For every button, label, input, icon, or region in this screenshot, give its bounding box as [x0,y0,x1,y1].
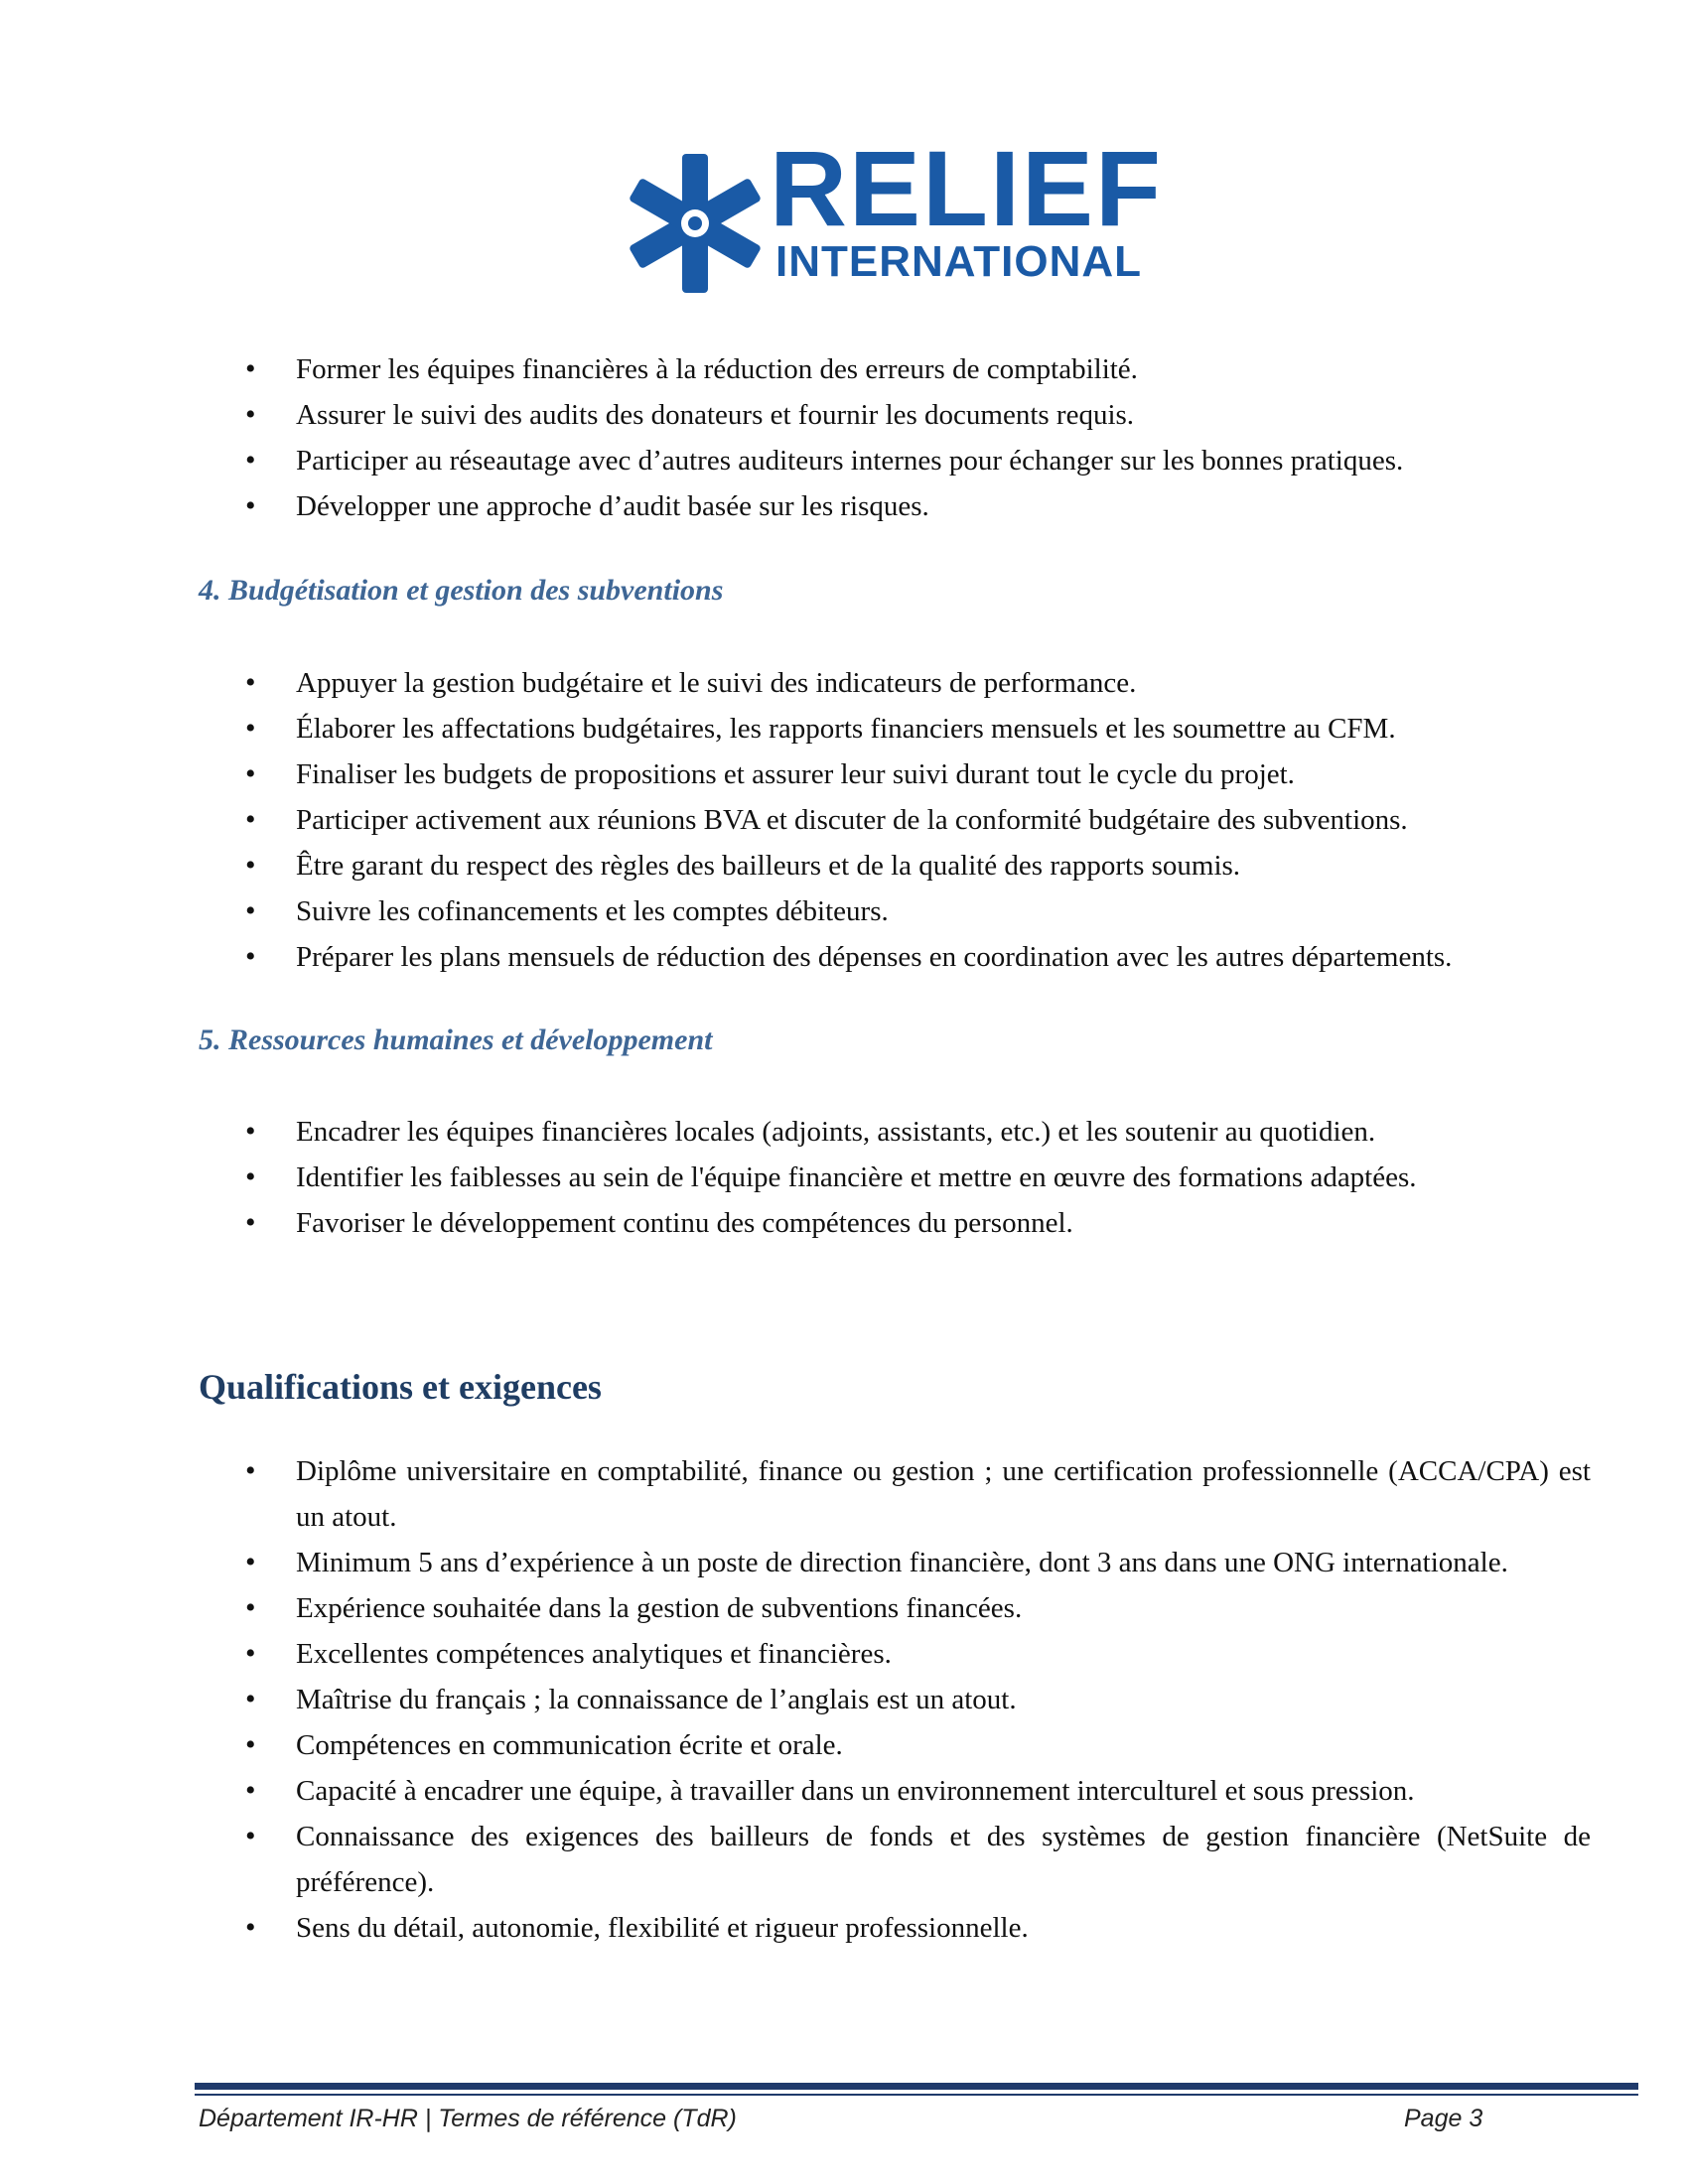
section-4-bullet-list [0,660,1688,980]
section-4-title: 4. Budgétisation et gestion des subventions [199,574,724,607]
logo-subtitle: INTERNATIONAL [775,237,1143,286]
list-item: • Diplôme universitaire en comptabilité, finance ou gestion ; une certification professionnelle (ACCA/CPA) est un atout. [0,1448,1688,1540]
list-item: • Appuyer la gestion budgétaire et le suivi des indicateurs de performance. [0,660,1688,706]
list-item: • Participer activement aux réunions BVA et discuter de la conformité budgétaire des subventions. [0,797,1688,843]
footer-department-label: Département IR-HR | Termes de référence (TdR) [199,2105,737,2132]
star-of-life-icon [621,149,770,298]
list-item: • Encadrer les équipes financières locales (adjoints, assistants, etc.) et les soutenir au quotidien. [0,1109,1688,1155]
list-item: • Participer au réseautage avec d’autres auditeurs internes pour échanger sur les bonnes pratiques. [0,438,1688,483]
list-item: • Capacité à encadrer une équipe, à travailler dans un environnement interculturel et sous pression. [0,1768,1688,1814]
footer-divider [195,2083,1638,2090]
list-item: • Identifier les faiblesses au sein de l'équipe financière et mettre en œuvre des formations adaptées. [0,1155,1688,1200]
logo-wordmark: RELIEF [770,128,1164,248]
list-item: • Former les équipes financières à la réduction des erreurs de comptabilité. [0,346,1688,392]
list-item: • Favoriser le développement continu des compétences du personnel. [0,1200,1688,1246]
list-item: • Compétences en communication écrite et orale. [0,1722,1688,1768]
intro-bullet-list [0,346,1688,529]
list-item: • Développer une approche d’audit basée sur les risques. [0,483,1688,529]
footer-divider-thin [195,2094,1638,2096]
list-item: • Être garant du respect des règles des bailleurs et de la qualité des rapports soumis. [0,843,1688,888]
list-item: • Maîtrise du français ; la connaissance de l’anglais est un atout. [0,1677,1688,1722]
footer-page-number: Page 3 [1404,2105,1483,2132]
list-item: • Connaissance des exigences des bailleurs de fonds et des systèmes de gestion financière (NetSuite de préférence). [0,1814,1688,1905]
list-item: • Finaliser les budgets de propositions et assurer leur suivi durant tout le cycle du projet. [0,751,1688,797]
qualifications-bullet-list [0,1448,1688,1951]
list-item: • Minimum 5 ans d’expérience à un poste de direction financière, dont 3 ans dans une ONG internationale. [0,1540,1688,1585]
list-item: • Préparer les plans mensuels de réduction des dépenses en coordination avec les autres départements. [0,934,1688,980]
relief-international-logo [621,128,1177,298]
list-item: • Suivre les cofinancements et les comptes débiteurs. [0,888,1688,934]
section-5-bullet-list [0,1109,1688,1246]
list-item: • Élaborer les affectations budgétaires, les rapports financiers mensuels et les soumettre au CFM. [0,706,1688,751]
list-item: • Expérience souhaitée dans la gestion de subventions financées. [0,1585,1688,1631]
section-5-title: 5. Ressources humaines et développement [199,1024,713,1056]
list-item: • Sens du détail, autonomie, flexibilité et rigueur professionnelle. [0,1905,1688,1951]
list-item: • Excellentes compétences analytiques et financières. [0,1631,1688,1677]
list-item: • Assurer le suivi des audits des donateurs et fournir les documents requis. [0,392,1688,438]
qualifications-heading: Qualifications et exigences [199,1367,602,1407]
